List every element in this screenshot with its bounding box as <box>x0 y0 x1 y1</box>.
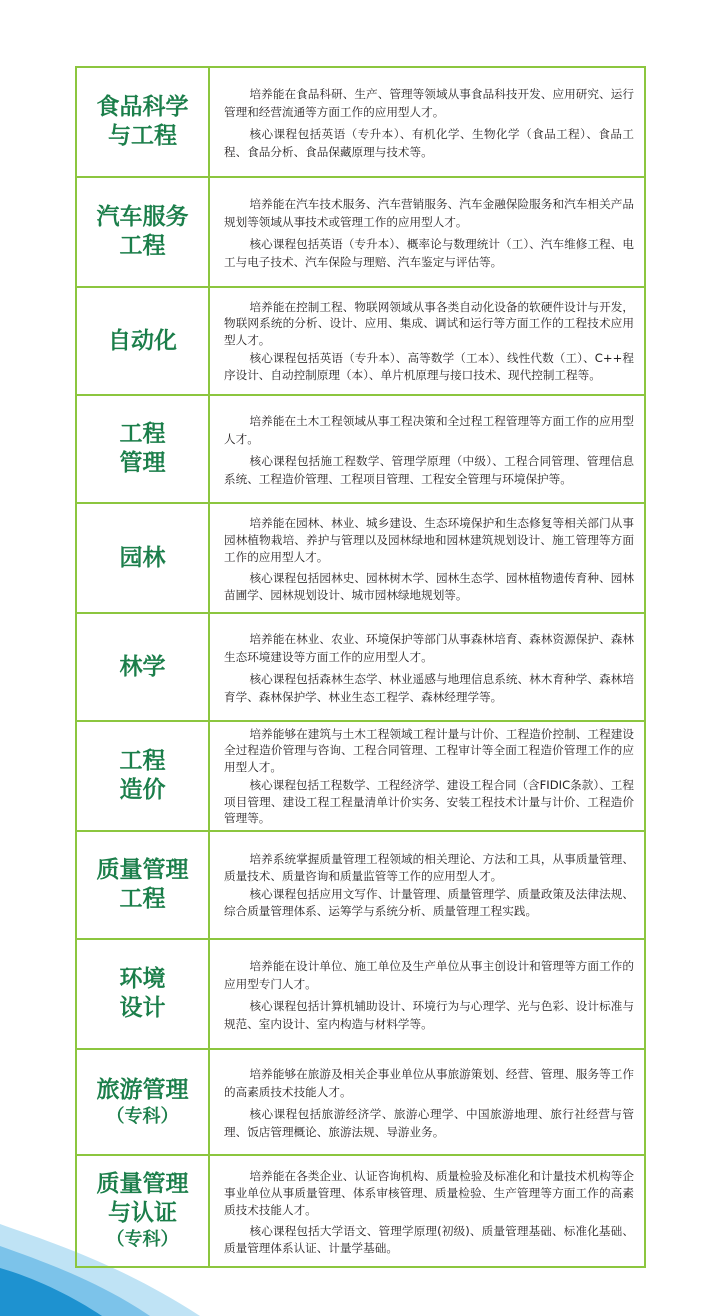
major-description <box>210 504 644 612</box>
major-row <box>77 504 644 614</box>
training-goal: 培养能在食品科研、生产、管理等领域从事食品科技开发、应用研究、运行管理和经营流通等方面工作的应用型人才。 <box>224 87 634 119</box>
training-goal: 培养系统掌握质量管理工程领域的相关理论、方法和工具，从事质量管理、质量技术、质量咨询和质量监管等工作的应用型人才。 <box>224 852 634 883</box>
major-row <box>77 178 644 288</box>
major-level: （专科） <box>106 1229 179 1250</box>
major-row <box>77 614 644 722</box>
core-courses: 核心课程包括工程数学、工程经济学、建设工程合同（含FIDIC条款）、工程项目管理、建设工程工程量清单计价实务、安装工程技术计量与计价、工程造价管理等。 <box>224 778 634 825</box>
major-name: 质量管理 工程 <box>77 832 210 938</box>
training-goal: 培养能在各类企业、认证咨询机构、质量检验及标准化和计量技术机构等企事业单位从事质量管理、体系审核管理、质量检验、生产管理等方面工作的高素质技术技能人才。 <box>224 1168 634 1217</box>
core-courses: 核心课程包括应用文写作、计量管理、质量管理学、质量政策及法律法规、综合质量管理体系、运筹学与系统分析、质量管理工程实践。 <box>224 887 634 918</box>
training-goal: 培养能在园林、林业、城乡建设、生态环境保护和生态修复等相关部门从事园林植物栽培、养护与管理以及园林绿地和园林建筑规划设计、施工管理等方面工作的应用型人才。 <box>224 515 634 564</box>
core-courses: 核心课程包括英语（专升本）、高等数学（工本）、线性代数（工）、C++程序设计、自动控制原理（本）、单片机原理与接口技术、现代控制工程等。 <box>224 351 634 382</box>
majors-table <box>75 66 646 1268</box>
core-courses: 核心课程包括森林生态学、林业遥感与地理信息系统、林木育种学、森林培育学、森林保护学、林业生态工程学、森林经理学等。 <box>224 672 634 704</box>
training-goal: 培养能够在建筑与土木工程领域工程计量与计价、工程造价控制、工程建设全过程造价管理与咨询、工程合同管理、工程审计等全面工程造价管理工作的应用型人才。 <box>224 726 634 774</box>
major-description <box>210 940 644 1048</box>
major-name: 林学 <box>77 614 210 720</box>
major-name: 食品科学 与工程 <box>77 68 210 176</box>
core-courses: 核心课程包括英语（专升本）、概率论与数理统计（工）、汽车维修工程、电工与电子技术、汽车保险与理赔、汽车鉴定与评估等。 <box>224 237 634 269</box>
training-goal: 培养能在汽车技术服务、汽车营销服务、汽车金融保险服务和汽车相关产品规划等领域从事技术或管理工作的应用型人才。 <box>224 197 634 229</box>
major-description <box>210 614 644 720</box>
major-description <box>210 722 644 830</box>
major-row <box>77 722 644 832</box>
training-goal: 培养能在林业、农业、环境保护等部门从事森林培育、森林资源保护、森林生态环境建设等方面工作的应用型人才。 <box>224 632 634 664</box>
training-goal: 培养能在控制工程、物联网领域从事各类自动化设备的软硬件设计与开发，物联网系统的分析、设计、应用、集成、调试和运行等方面工作的工程技术应用型人才。 <box>224 299 634 347</box>
major-name: 自动化 <box>77 288 210 394</box>
major-name: 质量管理 与认证 （专科） <box>77 1156 210 1266</box>
major-row <box>77 940 644 1050</box>
major-name: 环境 设计 <box>77 940 210 1048</box>
training-goal: 培养能在设计单位、施工单位及生产单位从事主创设计和管理等方面工作的应用型专门人才。 <box>224 959 634 991</box>
major-description <box>210 396 644 502</box>
major-level: （专科） <box>106 1105 179 1127</box>
major-description <box>210 1050 644 1154</box>
major-description <box>210 832 644 938</box>
major-description <box>210 178 644 286</box>
core-courses: 核心课程包括英语（专升本）、有机化学、生物化学（食品工程）、食品工程、食品分析、食品保藏原理与技术等。 <box>224 127 634 159</box>
training-goal: 培养能在土木工程领域从事工程决策和全过程工程管理等方面工作的应用型人才。 <box>224 414 634 446</box>
core-courses: 核心课程包括园林史、园林树木学、园林生态学、园林植物遗传育种、园林苗圃学、园林规划设计、城市园林绿地规划等。 <box>224 570 634 602</box>
major-row <box>77 1156 644 1266</box>
core-courses: 核心课程包括旅游经济学、旅游心理学、中国旅游地理、旅行社经营与管理、饭店管理概论、旅游法规、导游业务。 <box>224 1107 634 1139</box>
major-row <box>77 1050 644 1156</box>
major-description <box>210 288 644 394</box>
core-courses: 核心课程包括计算机辅助设计、环境行为与心理学、光与色彩、设计标准与规范、室内设计、室内构造与材料学等。 <box>224 999 634 1031</box>
major-row <box>77 396 644 504</box>
major-name: 旅游管理 （专科） <box>77 1050 210 1154</box>
major-row <box>77 68 644 178</box>
major-row <box>77 288 644 396</box>
core-courses: 核心课程包括大学语文、管理学原理(初级)、质量管理基础、标准化基础、质量管理体系认证、计量学基础。 <box>224 1223 634 1255</box>
major-name: 园林 <box>77 504 210 612</box>
major-name: 工程 管理 <box>77 396 210 502</box>
major-description <box>210 1156 644 1266</box>
major-description <box>210 68 644 176</box>
core-courses: 核心课程包括施工程数学、管理学原理（中级）、工程合同管理、管理信息系统、工程造价管理、工程项目管理、工程安全管理与环境保护等。 <box>224 454 634 486</box>
training-goal: 培养能够在旅游及相关企事业单位从事旅游策划、经营、管理、服务等工作的高素质技术技能人才。 <box>224 1067 634 1099</box>
major-row <box>77 832 644 940</box>
major-name: 汽车服务 工程 <box>77 178 210 286</box>
major-name: 工程 造价 <box>77 722 210 830</box>
